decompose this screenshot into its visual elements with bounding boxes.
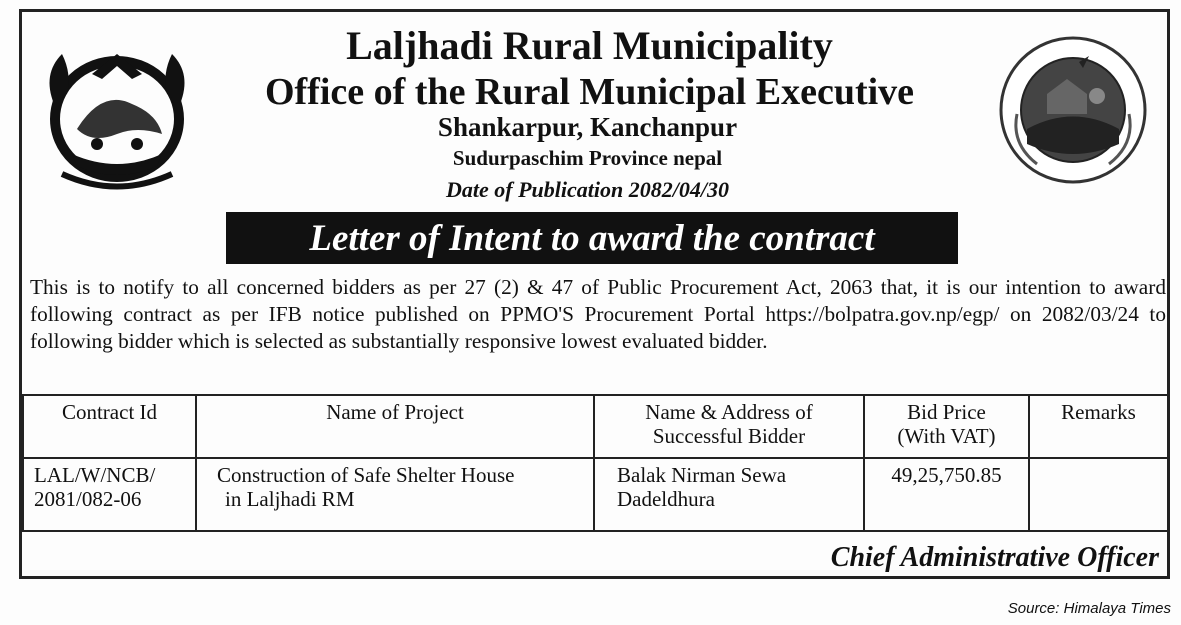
cell-contract-id	[23, 458, 196, 531]
cell-bidder	[594, 458, 864, 531]
bid-price-value: 49,25,750.85	[891, 463, 1002, 487]
cell-project	[196, 458, 594, 531]
header-bidder	[594, 395, 864, 458]
project-line1: Construction of Safe Shelter House	[217, 463, 515, 487]
contract-id-line1: LAL/W/NCB/	[34, 463, 156, 487]
notice-frame	[19, 9, 1170, 579]
contract-id-line2: 2081/082-06	[34, 487, 142, 511]
header-price-line2: (With VAT)	[897, 424, 996, 448]
header-bid-price	[864, 395, 1029, 458]
header-bidder-line1: Name & Address of	[645, 400, 813, 424]
header-project: Name of Project	[196, 395, 594, 458]
office-title: Office of the Rural Municipal Executive	[264, 71, 915, 113]
cell-bid-price	[864, 458, 1029, 531]
award-table	[22, 394, 1169, 532]
bidder-line2: Dadeldhura	[617, 487, 715, 511]
letter-of-intent-banner: Letter of Intent to award the contract	[226, 212, 958, 264]
municipality-seal-icon	[997, 34, 1149, 186]
header-contract-id: Contract Id	[23, 395, 196, 458]
location-line: Shankarpur, Kanchanpur	[437, 112, 738, 142]
signatory-title: Chief Administrative Officer	[830, 542, 1159, 573]
notice-body: This is to notify to all concerned bidders as per 27 (2) & 47 of Public Procurement Act, 2063 that, it is our intention to award following contract as per IFB notice published on PPMO'S Procurement Portal https://bolpatra.gov.np/egp/ on 2082/03/24 to following bidder which is selected as substantially responsive lowest evaluated bidder.	[30, 275, 1166, 353]
project-line2: in Laljhadi RM	[225, 487, 355, 511]
source-credit: Source: Himalaya Times	[1007, 600, 1171, 617]
municipality-title: Laljhadi Rural Municipality	[346, 23, 833, 68]
header-price-line1: Bid Price	[907, 400, 986, 424]
cell-remarks	[1029, 458, 1168, 531]
header-bidder-line2: Successful Bidder	[652, 424, 806, 448]
bidder-line1: Balak Nirman Sewa	[617, 463, 787, 487]
publication-date: Date of Publication 2082/04/30	[446, 177, 729, 202]
table-row	[23, 458, 1168, 531]
header-remarks: Remarks	[1029, 395, 1168, 458]
province-line: Sudurpaschim Province nepal	[452, 146, 723, 170]
table-header-row	[23, 395, 1168, 458]
